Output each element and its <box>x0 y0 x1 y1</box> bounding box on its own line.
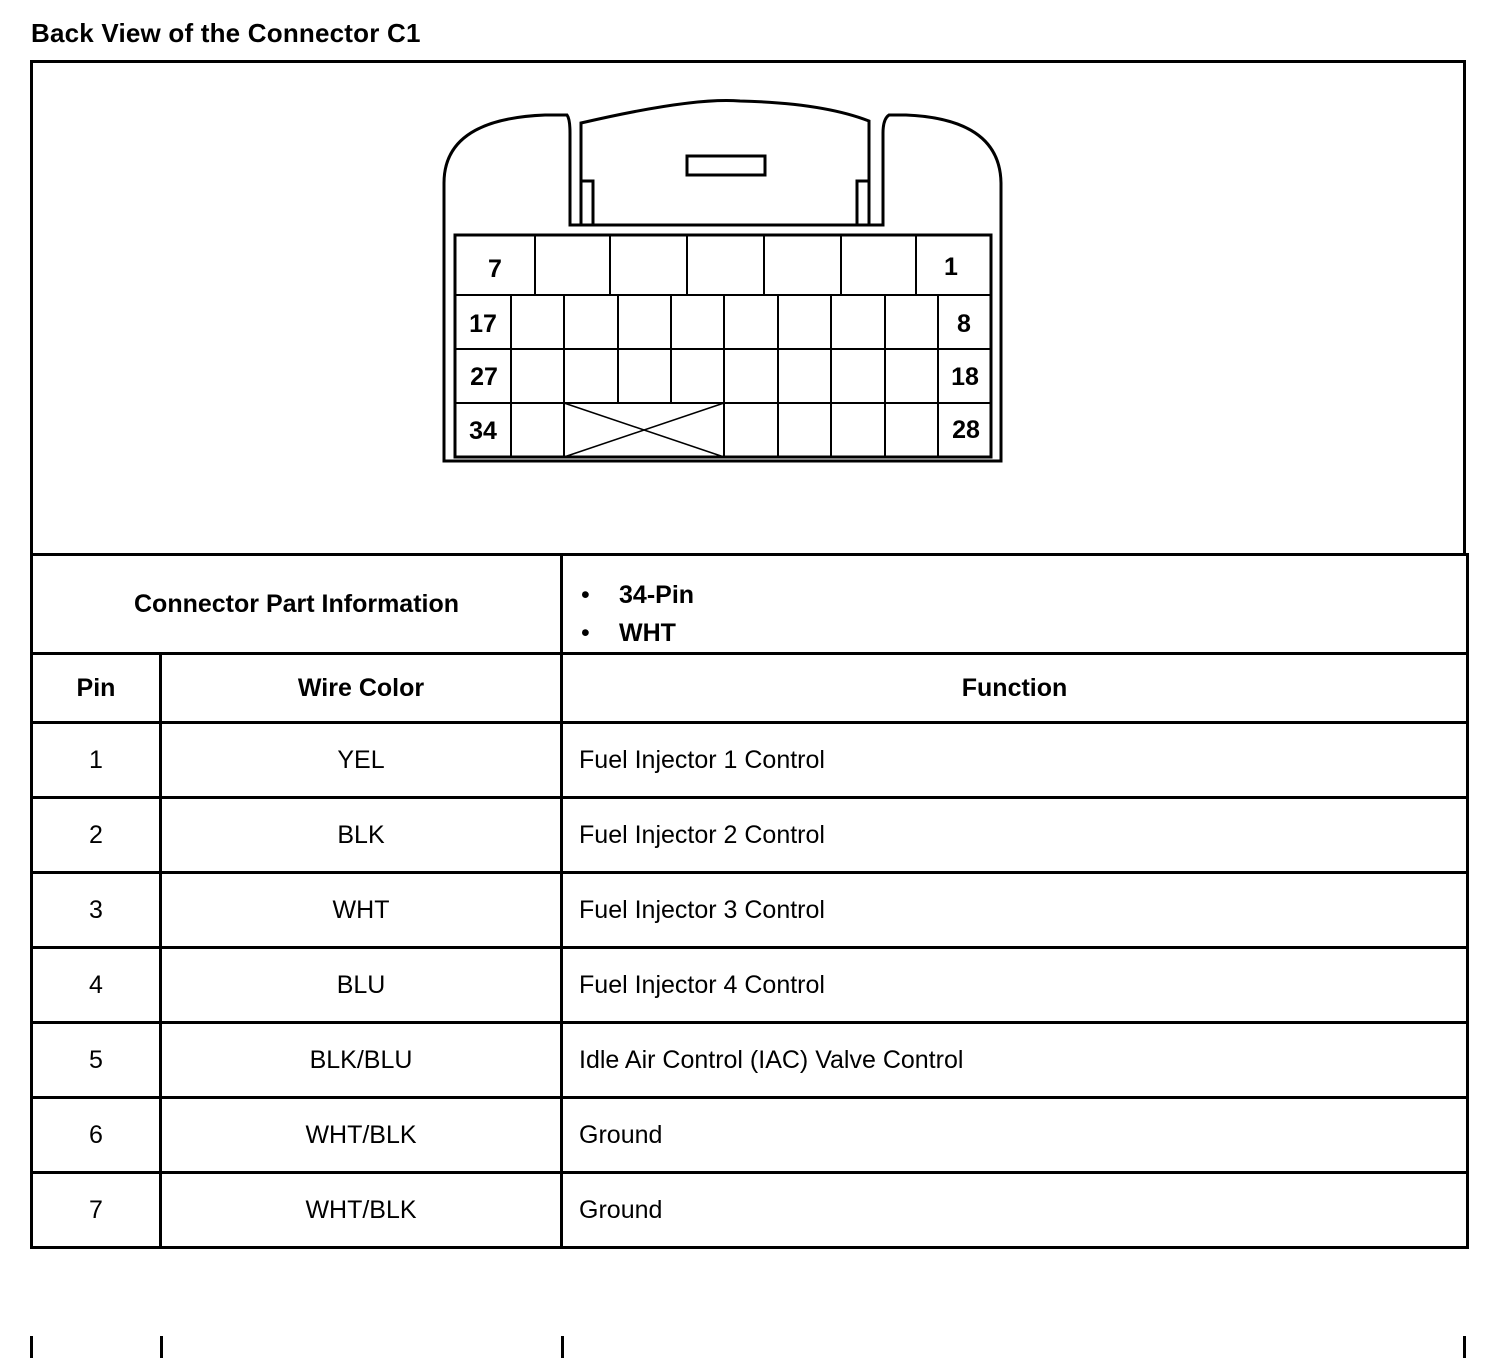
function-cell: Ground <box>562 1098 1468 1173</box>
wire-color-cell: WHT <box>161 873 562 948</box>
table-row <box>32 1098 1468 1173</box>
part-info-label: Connector Part Information <box>32 555 562 654</box>
header-pin: Pin <box>32 654 161 723</box>
pin-label-8: 8 <box>957 310 971 338</box>
pin-label-28: 28 <box>952 416 980 444</box>
table-continuation-edge <box>30 1336 1466 1358</box>
part-info-list <box>562 555 1468 654</box>
wire-color-cell: WHT/BLK <box>161 1098 562 1173</box>
table-row <box>32 798 1468 873</box>
page-title: Back View of the Connector C1 <box>31 18 421 48</box>
function-cell: Ground <box>562 1173 1468 1248</box>
pin-label-1: 1 <box>944 253 958 281</box>
pin-label-18: 18 <box>951 363 979 391</box>
pin-cell: 5 <box>32 1023 161 1098</box>
pin-grid <box>455 235 991 457</box>
pin-cell: 1 <box>32 723 161 798</box>
pin-cell: 2 <box>32 798 161 873</box>
function-cell: Fuel Injector 3 Control <box>562 873 1468 948</box>
header-function: Function <box>562 654 1468 723</box>
wire-color-cell: YEL <box>161 723 562 798</box>
pin-label-34: 34 <box>469 417 497 445</box>
pin-cell: 3 <box>32 873 161 948</box>
function-cell: Fuel Injector 1 Control <box>562 723 1468 798</box>
function-cell: Idle Air Control (IAC) Valve Control <box>562 1023 1468 1098</box>
pin-label-7: 7 <box>488 255 502 283</box>
table-row <box>32 873 1468 948</box>
wire-color-cell: BLU <box>161 948 562 1023</box>
header-wire-color: Wire Color <box>161 654 562 723</box>
connector-diagram-panel <box>30 60 1466 554</box>
pin-function-table <box>30 553 1469 1249</box>
wire-color-cell: WHT/BLK <box>161 1173 562 1248</box>
connector-c1-diagram <box>33 63 1463 557</box>
part-info-item: • WHT <box>563 614 1466 652</box>
table-header-row <box>32 654 1468 723</box>
connector-housing <box>444 100 1001 461</box>
table-row <box>32 1023 1468 1098</box>
table-row <box>32 1173 1468 1248</box>
table-row <box>32 948 1468 1023</box>
pin-cell: 6 <box>32 1098 161 1173</box>
part-info-item: • 34-Pin <box>563 576 1466 614</box>
wire-color-cell: BLK/BLU <box>161 1023 562 1098</box>
wire-color-cell: BLK <box>161 798 562 873</box>
pin-label-17: 17 <box>469 310 497 338</box>
part-info-row <box>32 555 1468 654</box>
pin-cell: 7 <box>32 1173 161 1248</box>
pin-cell: 4 <box>32 948 161 1023</box>
blocked-cavity <box>564 403 724 457</box>
pin-label-27: 27 <box>470 363 498 391</box>
function-cell: Fuel Injector 4 Control <box>562 948 1468 1023</box>
function-cell: Fuel Injector 2 Control <box>562 798 1468 873</box>
table-row <box>32 723 1468 798</box>
